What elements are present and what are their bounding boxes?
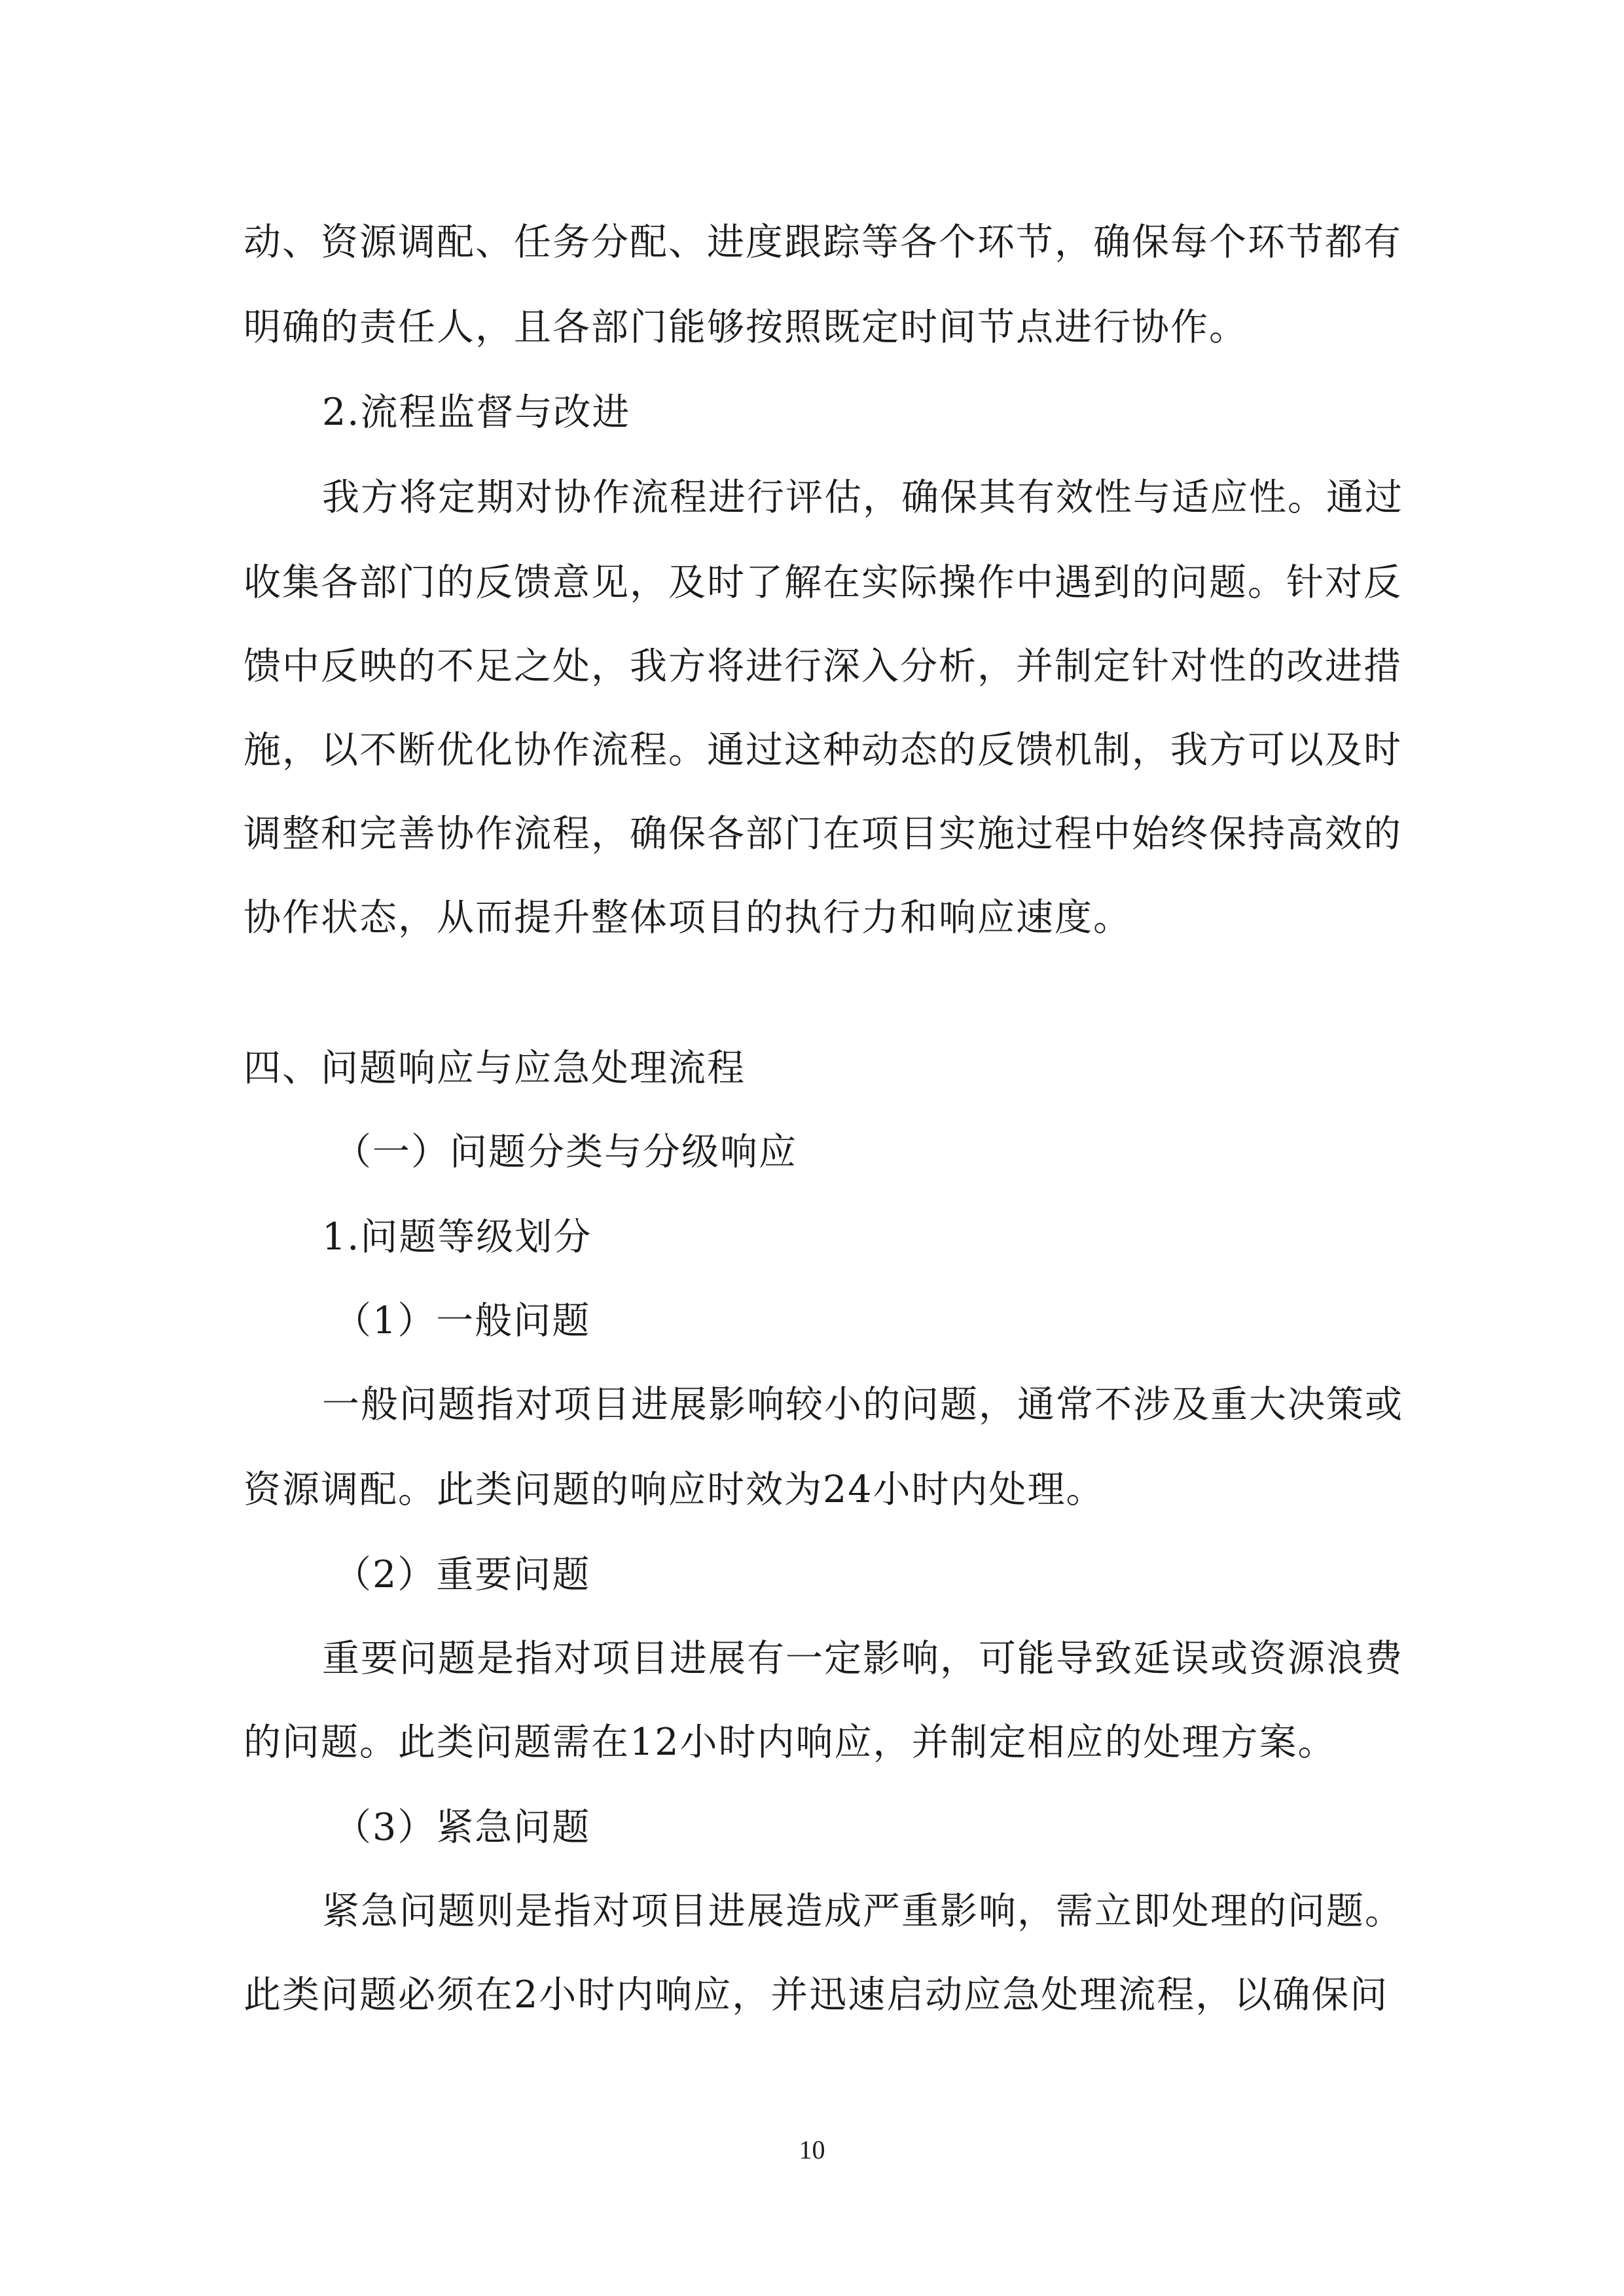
subsection-heading: （一）问题分类与分级响应 bbox=[334, 1130, 797, 1174]
paragraph-line: 此类问题必须在2小时内响应，并迅速启动应急处理流程，以确保问 bbox=[244, 1973, 1389, 2017]
paragraph-line: 我方将定期对协作流程进行评估，确保其有效性与适应性。通过 bbox=[322, 476, 1403, 519]
paragraph-line: 重要问题是指对项目进展有一定影响，可能导致延误或资源浪费 bbox=[322, 1637, 1403, 1680]
paragraph-line: 馈中反映的不足之处，我方将进行深入分析，并制定针对性的改进措 bbox=[244, 645, 1402, 688]
paragraph-line: 一般问题指对项目进展影响较小的问题，通常不涉及重大决策或 bbox=[322, 1383, 1403, 1426]
paragraph-line: 资源调配。此类问题的响应时效为24小时内处理。 bbox=[244, 1468, 1105, 1511]
paragraph-line: 明确的责任人，且各部门能够按照既定时间节点进行协作。 bbox=[244, 306, 1248, 349]
page-number: 10 bbox=[799, 2135, 825, 2164]
subsection-heading: 2.流程监督与改进 bbox=[322, 391, 631, 434]
section-heading: 四、问题响应与应急处理流程 bbox=[244, 1047, 746, 1090]
paragraph-line: 调整和完善协作流程，确保各部门在项目实施过程中始终保持高效的 bbox=[244, 812, 1402, 855]
subsection-heading: 1.问题等级划分 bbox=[322, 1215, 592, 1259]
item-heading: （2）重要问题 bbox=[334, 1553, 591, 1596]
item-heading: （3）紧急问题 bbox=[334, 1806, 591, 1849]
paragraph-line: 施，以不断优化协作流程。通过这种动态的反馈机制，我方可以及时 bbox=[244, 728, 1402, 772]
paragraph-line: 紧急问题则是指对项目进展造成严重影响，需立即处理的问题。 bbox=[322, 1890, 1403, 1933]
paragraph-line: 动、资源调配、任务分配、进度跟踪等各个环节，确保每个环节都有 bbox=[244, 221, 1402, 264]
paragraph-line: 协作状态，从而提升整体项目的执行力和响应速度。 bbox=[244, 896, 1132, 939]
paragraph-line: 的问题。此类问题需在12小时内响应，并制定相应的处理方案。 bbox=[244, 1721, 1337, 1764]
paragraph-line: 收集各部门的反馈意见，及时了解在实际操作中遇到的问题。针对反 bbox=[244, 561, 1402, 604]
item-heading: （1）一般问题 bbox=[334, 1299, 591, 1342]
